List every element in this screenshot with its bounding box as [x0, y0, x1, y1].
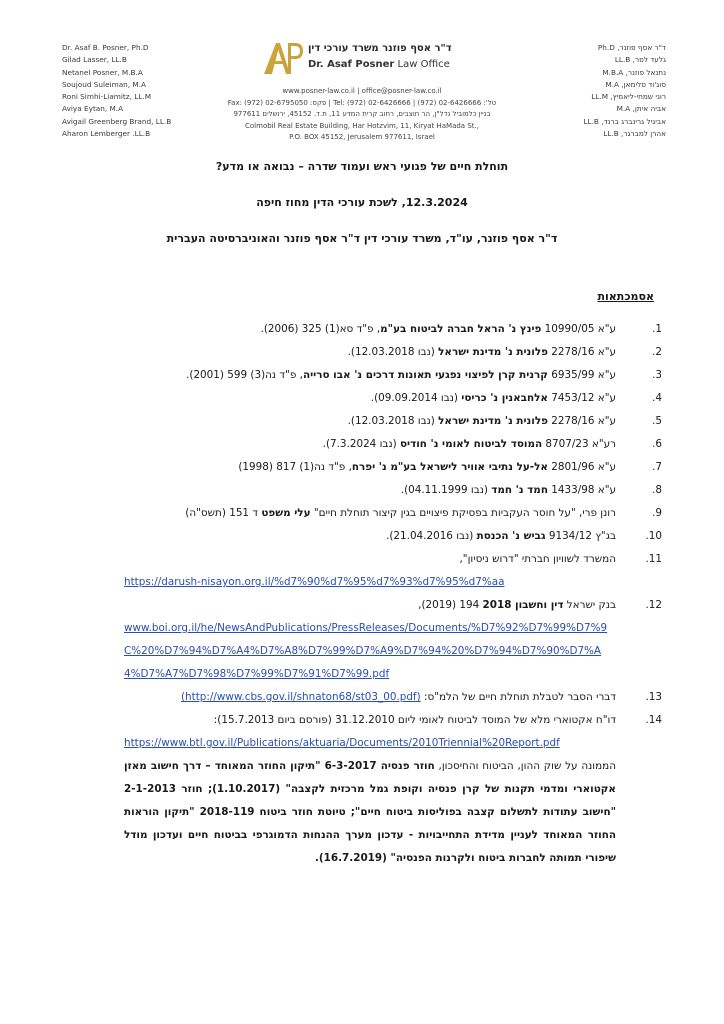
reference-text: (נבו 12.03.2018). — [347, 415, 439, 427]
contact-po-box: P.O. BOX 45152, Jerusalem 977611, Israel — [289, 133, 435, 142]
lawyer-name: גלעד לסר, LL.B — [614, 55, 666, 65]
reference-item — [124, 594, 662, 686]
reference-text: (נבו 7.3.2024). — [322, 438, 400, 450]
case-name: פלונית נ' מדינת ישראל — [438, 346, 548, 358]
lawyer-name: Gilad Lasser, LL.B — [62, 55, 127, 65]
reference-text: ע"א 2278/16 — [547, 346, 616, 358]
reference-number: 2. — [652, 346, 662, 358]
lawyer-name: Avigail Greenberg Brand, LL.B — [62, 116, 172, 126]
lawyer-name: Soujoud Suleiman, M.A — [62, 79, 147, 89]
document-title: תוחלת חיים של פגועי ראש ועמוד שדרה – נבואה או מדע? — [215, 160, 509, 173]
reference-number: 3. — [652, 369, 662, 381]
reference-text: בג"ץ 9134/12 — [545, 530, 616, 542]
case-name: אלחבאנין נ' כריסי — [461, 392, 548, 404]
lawyers-list-he — [583, 42, 666, 140]
reference-item — [124, 686, 662, 709]
reference-text: ע"א 7453/12 — [547, 392, 616, 404]
reference-item — [124, 387, 662, 410]
journal-name: עלי משפט — [261, 507, 311, 519]
reference-number: 10. — [645, 530, 662, 542]
reference-text: ע"א 2801/96 — [547, 461, 616, 473]
reference-number: 5. — [652, 415, 662, 427]
document-author-line: ד"ר אסף פוזנר, עו"ד, משרד עורכי דין ד"ר אסף פוזנר והאוניברסיטה העברית — [166, 232, 558, 245]
lawyer-name: אביגיל גרינברג ברנד, LL.B — [583, 116, 666, 126]
case-name: קרנית קרן לפיצוי נפגעי תאונות דרכים נ' אבו סרייה — [302, 369, 548, 381]
reference-link[interactable]: https://darush-nisayon.org.il/%d7%90%d7%95%d7%93%d7%95%d7%aa — [124, 576, 505, 588]
reference-text: דברי הסבר לטבלת תוחלת חיים של הלמ"ס: — [420, 691, 616, 703]
references-list — [124, 318, 662, 870]
reference-text: המשרד לשוויון חברתי "דרוש ניסיון", — [459, 553, 616, 565]
lawyer-name: Aharon Lemberger .LL.B — [62, 129, 151, 139]
law-office-logo — [262, 40, 462, 76]
reference-text: (נבו 12.03.2018). — [347, 346, 439, 358]
lawyer-name: אהרן למברגר, LL.B — [603, 129, 666, 139]
reference-item — [124, 456, 662, 479]
contact-address-he: בניין כלמוביל נדל"ן, הר חוצבים, רחוב קרית המדע 11, ת.ד. 45152, ירושלים 977611 — [233, 110, 491, 119]
lawyer-name: נתנאל פוזנר, M.B.A — [602, 67, 666, 77]
logo-english-bold: Dr. Asaf Posner — [308, 59, 395, 70]
reference-text: ע"א 10990/05 — [541, 323, 616, 335]
reference-item — [124, 709, 662, 870]
reference-text: 194 (2019), — [418, 599, 483, 611]
reference-link[interactable]: www.boi.org.il/he/NewsAndPublications/PressReleases/Documents/%D7%92%D7%99%D7%9C%20%D7%94%D7%A4%D7%A8%D7%99%D7%A9%D7%94%20%D7%94%D7%90%D7%A4%D7%A7%D7%98%D7%99%D7%91%D7%99.pdf — [124, 622, 608, 680]
logo-english-rest: Law Office — [394, 59, 450, 70]
reference-item — [124, 502, 662, 525]
reference-link[interactable]: https://www.btl.gov.il/Publications/aktuaria/Documents/2010Triennial%20Report.pdf — [124, 737, 560, 749]
reference-text: ע"א 1433/98 — [547, 484, 616, 496]
reference-number: 14. — [645, 714, 662, 726]
reference-item — [124, 548, 662, 594]
reference-number: 13. — [645, 691, 662, 703]
reference-text: דו"ח אקטוארי מלא של המוסד לביטוח לאומי ליום 31.12.2010 (פורסם ביום 15.7.2013): — [213, 714, 616, 726]
reference-item — [124, 364, 662, 387]
reference-number: 8. — [652, 484, 662, 496]
case-name: גביש נ' הכנסת — [476, 530, 546, 542]
reference-link[interactable]: (http://www.cbs.gov.il/shnaton68/st03_00.pdf) — [181, 691, 421, 703]
lawyer-name: Aviya Eytan, M.A — [62, 104, 124, 114]
reference-text: (נבו 21.04.2016). — [386, 530, 477, 542]
lawyer-name: Roni Simhi-Liamitz, LL.M — [62, 92, 152, 102]
logo-english-name — [308, 59, 450, 70]
lawyer-name: רוני שמחי-ליאמיץ, LL.M — [591, 92, 666, 102]
reference-item — [124, 410, 662, 433]
reference-text: , פ"ד נה(3) 599 (2001). — [186, 369, 303, 381]
case-name: פינץ נ' הראל חברה לביטוח בע"מ — [380, 323, 542, 335]
circulars-text: חוזר פנסיה 6-3-2017 "תיקון החוזר המאוחד – דרך חישוב מאזן אקטוארי ומדמי תקנות של קרן פנסיה וקופת גמל מרכזית לקצבה" (1.10.2017); חוזר 2-1-2013 "חישוב עתודות לתשלום קצבה בפוליסות ביטוח חיים"; טיוטת חוזר ביטוח 2018-119 "תיקון הוראות החוזר המאוחד לעניין מדידת התחייבויות - עדכון מערך ההנחות הדמוגרפי בביטוח חיים ועדכון מודל שיפורי תמותה לחברות ביטוח ולקרנות הפנסיה" (16.7.2019). — [124, 760, 616, 864]
reference-item — [124, 318, 662, 341]
reference-text: הממונה על שוק ההון, הביטוח והחיסכון, — [434, 760, 616, 772]
reference-text: ד 151 (תשס"ה) — [185, 507, 262, 519]
reference-number: 12. — [645, 599, 662, 611]
lawyer-name: Netanel Posner, M.B.A — [62, 67, 143, 77]
reference-text: בנק ישראל — [563, 599, 616, 611]
reference-number: 7. — [652, 461, 662, 473]
reference-text: ע"א 6935/99 — [547, 369, 616, 381]
reference-number: 1. — [652, 323, 662, 335]
contact-block — [200, 86, 524, 144]
reference-item — [124, 525, 662, 548]
contact-address-en: Colmobil Real Estate Building, Har Hotzvim, 11, Kiryat HaMada St., — [245, 121, 479, 130]
reference-text: רונן פרי, "על חוסר העקביות בפסיקת פיצויים בגין קיצור תוחלת חיים" — [310, 507, 616, 519]
reference-item — [124, 341, 662, 364]
reference-text: רע"א 8707/23 — [542, 438, 616, 450]
contact-web-email: www.posner-law.co.il | office@posner-law.co.il — [282, 87, 442, 95]
publication-name: דין וחשבון 2018 — [482, 599, 564, 611]
contact-phone-fax: טל': 02-6426666 (972) | Tel: (972) 02-6426666 | פקס: Fax: (972) 02-6795050 — [227, 98, 497, 107]
reference-number: 4. — [652, 392, 662, 404]
case-name: אל-על נתיבי אוויר לישראל בע"מ נ' יפרח — [351, 461, 548, 473]
case-name: פלונית נ' מדינת ישראל — [438, 415, 548, 427]
reference-text: , פ"ד נה(1) 817 (1998) — [238, 461, 352, 473]
case-name: המוסד לביטוח לאומי נ' חודיס — [399, 438, 543, 450]
ap-logo-icon — [262, 40, 304, 76]
logo-hebrew-name: ד"ר אסף פוזנר משרד עורכי דין — [308, 43, 452, 54]
lawyer-name: ד"ר אסף פוזנר, Ph.D — [597, 43, 666, 52]
case-name: חמד נ' חמד — [491, 484, 548, 496]
reference-number: 6. — [652, 438, 662, 450]
lawyers-list-en — [62, 42, 171, 140]
reference-text: , פ"ד סא(1) 325 (2006). — [260, 323, 381, 335]
reference-item — [124, 479, 662, 502]
reference-text: ע"א 2278/16 — [547, 415, 616, 427]
reference-number: 9. — [652, 507, 662, 519]
reference-item — [124, 433, 662, 456]
lawyer-name: סוג'וד סלימאן, M.A — [605, 79, 666, 89]
lawyer-name: אביה איתן, M.A — [616, 104, 666, 114]
reference-text: (נבו 09.09.2014). — [370, 392, 462, 404]
document-date-line: 12.3.2024, לשכת עורכי הדין מחוז חיפה — [256, 196, 468, 209]
reference-number: 11. — [645, 553, 662, 565]
reference-text: (נבו 04.11.1999). — [400, 484, 492, 496]
references-title: אסמכתאות — [597, 290, 654, 303]
lawyer-name: Dr. Asaf B. Posner, Ph.D — [62, 43, 149, 52]
